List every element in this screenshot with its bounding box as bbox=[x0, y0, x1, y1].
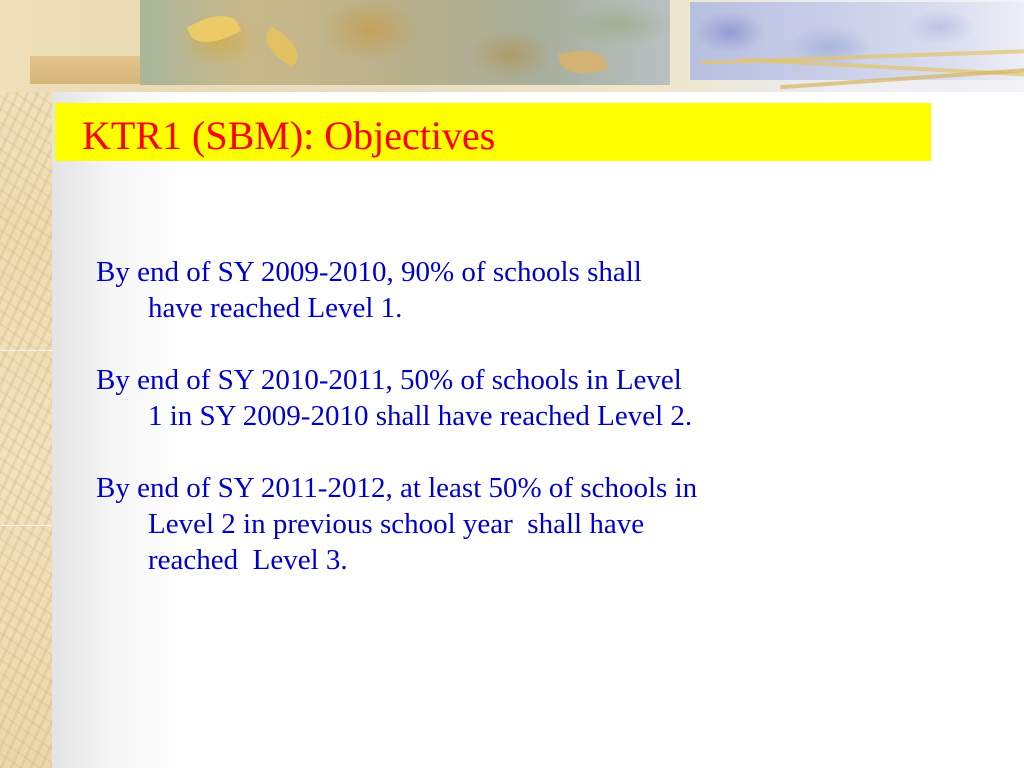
objectives-list bbox=[96, 254, 946, 614]
parchment-strip bbox=[0, 0, 52, 768]
objective-item: By end of SY 2009-2010, 90% of schools shall have reached Level 1. bbox=[96, 256, 642, 324]
strip-seam bbox=[0, 525, 52, 526]
banner-strip bbox=[30, 56, 140, 84]
strip-seam bbox=[0, 350, 52, 351]
objective-item: By end of SY 2010-2011, 50% of schools in Level 1 in SY 2009-2010 shall have reached Level 2. bbox=[96, 364, 693, 432]
autumn-leaves-banner bbox=[0, 0, 1024, 92]
objective-item: By end of SY 2011-2012, at least 50% of schools in Level 2 in previous school year shall have reached Level 3. bbox=[96, 472, 698, 576]
blue-leaves-photo bbox=[690, 2, 1024, 80]
slide-title: KTR1 (SBM): Objectives bbox=[82, 113, 496, 158]
